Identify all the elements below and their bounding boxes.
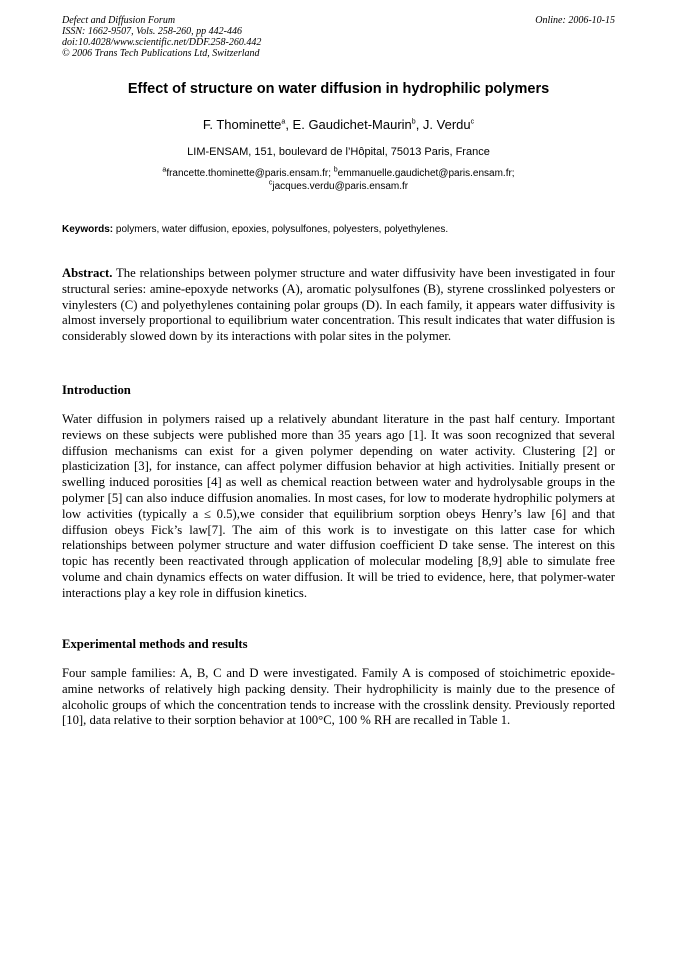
introduction-paragraph: Water diffusion in polymers raised up a relatively abundant literature in the past half century. Important reviews on these subjects were published more than 35 years ago [1]. It was soon recognized that several diffusion mechanisms can exist for a given polymer depending on water activity. Clustering [2] or plasticization [3], for instance, can affect polymer diffusion behavior at high activities. Initially present or swelling induced porosities [4] as well as chemical reaction between water and hydrolysable groups in the polymer [5] can also induce diffusion anomalies. In most cases, for low to moderate hydrophilic polymers at low activities (typically a ≤ 0.5),we consider that equilibrium sorption obeys Henry’s law [6] and that diffusion obeys Fick’s law[7]. The aim of this work is to investigate on this latter case for which relationships between polymer structure and water diffusion coefficient D take sense. The interest on this topic has recently been reactivated through application of molecular modeling [8,9] able to simulate free volume and chain dynamics effects on water diffusion. It will be tried to evidence, here, that polymer-water interactions play a key role in diffusion kinetics. — [62, 412, 615, 600]
email-block — [62, 167, 615, 193]
journal-name: Defect and Diffusion Forum — [62, 15, 176, 26]
copyright-line: © 2006 Trans Tech Publications Ltd, Switzerland — [62, 48, 260, 59]
affiliation: LIM-ENSAM, 151, boulevard de l’Hôpital, 75013 Paris, France — [187, 146, 490, 158]
author-name: F. Thominette — [202, 117, 282, 132]
abstract — [62, 266, 615, 345]
keywords-text: polymers, water diffusion, epoxies, polysulfones, polyesters, polyethylenes. — [115, 224, 449, 235]
keywords-label: Keywords: — [62, 224, 114, 235]
author-superscript: c — [470, 118, 475, 126]
email-a: francette.thominette@paris.ensam.fr; — [166, 168, 331, 179]
keywords — [62, 224, 615, 235]
abstract-text: The relationships between polymer structure and water diffusivity have been investigated in four structural series: amine-epoxyde networks (A), aromatic polysulfones (B), styrene crosslinked polyesters or vinylesters (C) and polyethylenes containing polar groups (D). In each family, it appears water diffusivity is almost inversely proportional to equilibrium water concentration. This result indicates that water diffusion is considerably slowed down by its interactions with polar sites in the polymer. — [62, 266, 615, 344]
author-list: F. Thominette$^a$, E. Gaudichet-Maurin$^b$, J. Verdu$^c$ — [202, 117, 475, 132]
email-superscript: c — [268, 179, 273, 187]
email-c: jacques.verdu@paris.ensam.fr — [272, 181, 409, 192]
page-header — [62, 15, 615, 59]
author-superscript: b — [411, 118, 416, 126]
email-b: emmanuelle.gaudichet@paris.ensam.fr; — [337, 168, 515, 179]
doi-line: doi:10.4028/www.scientific.net/DDF.258-260.442 — [62, 37, 262, 48]
email-superscript: b — [333, 166, 338, 174]
section-heading-methods: Experimental methods and results — [62, 637, 248, 651]
online-date: Online: 2006-10-15 — [535, 15, 615, 26]
methods-paragraph: Four sample families: A, B, C and D were investigated. Family A is composed of stoichimetric epoxide-amine networks of relatively high packing density. Their hydrophilicity is mainly due to the presence of alcoholic groups of which the concentration tends to increase with the crosslink density. Previously reported [10], data relative to their sorption behavior at 100°C, 100 % RH are recalled in Table 1. — [62, 666, 615, 728]
issn-line: ISSN: 1662-9507, Vols. 258-260, pp 442-446 — [62, 26, 242, 37]
author-superscript: a — [281, 118, 286, 126]
abstract-label: Abstract. — [62, 266, 113, 280]
author-name: E. Gaudichet-Maurin — [292, 117, 412, 132]
author-name: J. Verdu — [422, 117, 471, 132]
paper-title: Effect of structure on water diffusion in hydrophilic polymers — [127, 81, 550, 97]
section-heading-introduction: Introduction — [62, 383, 131, 397]
email-superscript: a — [162, 166, 167, 174]
